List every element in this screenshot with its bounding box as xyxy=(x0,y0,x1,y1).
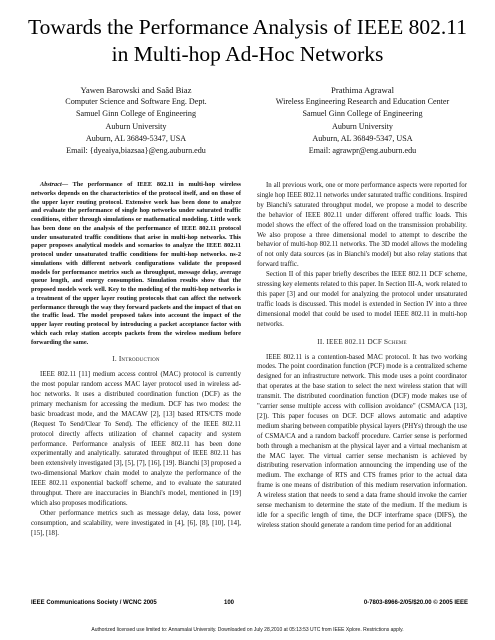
dcf-paragraph-1: IEEE 802.11 is a contention-based MAC protocol. It has two working modes. The point coordination function (PCF) mode is a centralized scheme designed for an infrastructure network. This mode uses a point coordinator that operates at the base station to select the next wireless station that will transmit. The distributed coordination function (DCF) mode makes use of "carrier sense multiple access with collision avoidance" (CSMA/CA [13], [2]). This paper focuses on DCF. DCF allows automatic and adaptive medium sharing between compatible physical layers (PHYs) through the use of CSMA/CA and a random backoff procedure. Carrier sense is performed both through a mechanism at the physical layer and a virtual mechanism at the MAC layer. The virtual carrier sense mechanism is achieved by distributing reservation information announcing the impending use of the medium. The exchange of RTS and CTS frames prior to the actual data frame is one means of distribution of this medium reservation information. A wireless station that needs to send a data frame should invoke the carrier sense mechanism to determine the state of the medium. If the medium is idle for a specific length of time, the DCF interframe space (DIFS), the wireless station should generate a random time period for an additional xyxy=(257,353,468,529)
body-paragraph-1: In all previous work, one or more performance aspects were reported for single hop IEEE 802.11 networks under saturated traffic conditions. Inspired by Bianchi's saturated throughput model, we propose a model to describe the behavior of IEEE 802.11 under different offered traffic loads. This model shows the effect of the offered load on the transmission probability. We also propose a three dimensional model to attempt to describe the behavior of multi-hop 802.11 networks. The 3D model allows the modeling of not only data sources (as in Bianchi's model) but also relay stations that forward traffic. xyxy=(257,182,468,269)
author-dept: Wireless Engineering Research and Education Center xyxy=(275,97,450,107)
author-names: Yawen Barowski and Saâd Biaz xyxy=(80,85,192,95)
title-line-2: in Multi-hop Ad-Hoc Networks xyxy=(111,42,384,66)
title-line-1: Towards the Performance Analysis of IEEE 802.11 xyxy=(28,15,467,39)
author-address: Auburn, AL 36849-5347, USA xyxy=(312,133,413,143)
author-college: Samuel Ginn College of Engineering xyxy=(302,109,423,119)
footer-venue: IEEE Communications Society / WCNC 2005 xyxy=(31,600,157,606)
author-email: Email: agrawpr@eng.auburn.edu xyxy=(308,146,417,156)
author-college: Samuel Ginn College of Engineering xyxy=(75,109,197,119)
intro-paragraph-2: Other performance metrics such as message delay, data loss, power consumption, and scalability, were investigated in [4], [6], [8], [10], [14], [15], [18]. xyxy=(31,509,241,537)
section-heading-dcf: II. IEEE 802.11 DCF Scheme xyxy=(317,337,407,346)
abstract-label: Abstract xyxy=(40,181,62,188)
author-email: Email: {dyeaiya,biazsaa}@eng.auburn.edu xyxy=(66,146,206,156)
author-address: Auburn, AL 36849-5347, USA xyxy=(85,133,187,143)
author-names: Prathima Agrawal xyxy=(331,85,394,95)
intro-paragraph-1: IEEE 802.11 [11] medium access control (MAC) protocol is currently the most popular random access MAC layer protocol used in wireless ad-hoc networks. It uses a distributed coordination function (DCF) as the primary mechanism for accessing the medium. DCF has two modes: the basic broadcast mode, and the MACAW [2], [13] based RTS/CTS mode (Request To Send/Clear To Send). The efficiency of the IEEE 802.11 protocol directly affects utilization of channel capacity and system performance. Performance analysis of IEEE 802.11 has been done experimentally and analytically. saturated throughput of IEEE 802.11 has been extensively investigated [3], [5], [7], [16], [19]. Bianchi [3] proposed a two-dimensional Markov chain model to analyze the performance of the IEEE 802.11 exponential backoff scheme, and to evaluate the saturated throughput. There are inaccuracies in Bianchi's model, mentioned in [19] which also proposes modifications. xyxy=(31,371,241,507)
footer-copyright: 0-7803-8966-2/05/$20.00 © 2005 IEEE xyxy=(363,600,468,606)
author-dept: Computer Science and Software Eng. Dept. xyxy=(65,97,207,107)
left-column xyxy=(31,181,241,539)
author-block-right xyxy=(250,84,475,157)
section-heading-introduction: I. Introduction xyxy=(112,355,160,364)
author-university: Auburn University xyxy=(105,121,167,131)
abstract xyxy=(31,181,241,347)
abstract-text: — The performance of IEEE 802.11 in multi-hop wireless networks depends on the characteristics of the protocol itself, and on those of the upper layer routing protocol. Extensive work has been done to analyze and evaluate the performance of single hop networks under saturated traffic conditions, either through simulations or mathematical modeling. Little work has been done on the analysis of the performance of IEEE 802.11 protocol under unsaturated traffic conditions that arise in multi-hop networks. This paper proposes analytical models and scenarios to analyze the IEEE 802.11 protocol under unsaturated traffic conditions for multi-hop networks. ns-2 simulations with different network configurations validate the proposed models for performance metrics such as throughput, message delay, average queue length, and energy consumption. Simulation results show that the proposed models work well. Key to the modeling of the multi-hop networks is a treatment of the upper layer routing protocols that can affect the network performance through the way they forward packets and the impact of that on the traffic load. The model proposed takes into account the impact of the upper layer routing protocol by introducing a packet acceptance factor with which each relay station accepts packets from the wireless medium before forwarding the same. xyxy=(31,181,241,346)
right-column xyxy=(257,181,467,531)
page-number: 100 xyxy=(224,600,235,606)
license-notice: Authorized licensed use limited to: Annamalai University. Downloaded on July 28,2010 at 05:13:53 UTC from IEEE Xplore. Restrictions apply. xyxy=(91,627,404,633)
author-university: Auburn University xyxy=(332,121,393,131)
author-block-left xyxy=(31,84,241,157)
body-paragraph-2: Section II of this paper briefly describes the IEEE 802.11 DCF scheme, stressing key elements related to this paper. In Section III-A, work related to this paper [3] and our model for analyzing the protocol under unsaturated traffic loads is discussed. This model is extended in Section IV into a three dimensional model that could be used to model IEEE 802.11 in multi-hop networks. xyxy=(257,271,467,328)
paper-title xyxy=(20,14,475,68)
